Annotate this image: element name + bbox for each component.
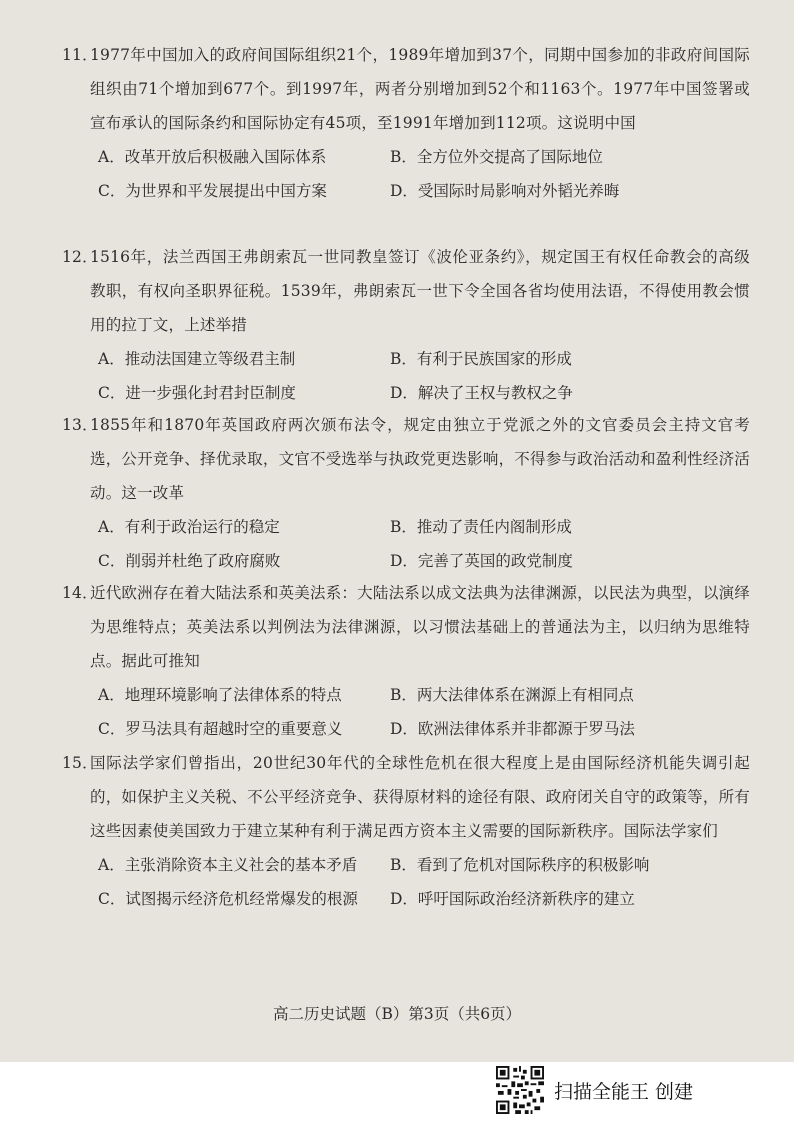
question-number: 11．: [62, 46, 98, 64]
question-13: [62, 408, 750, 578]
question-number: 13．: [62, 416, 98, 434]
option-d: D．解决了王权与教权之争: [390, 384, 573, 402]
question-number: 12．: [62, 248, 98, 266]
scanner-credit: 扫描全能王 创建: [554, 1080, 694, 1103]
question-14: [62, 576, 750, 746]
question-15: [62, 746, 750, 916]
question-text: 1516年，法兰西国王弗朗索瓦一世同教皇签订《波伦亚条约》，规定国王有权任命教会的高级教职，有权向圣职界征税。1539年，弗朗索瓦一世下令全国各省均使用法语，不得使用教会惯用的拉丁文，上述举措: [90, 248, 750, 334]
question-stem: [62, 38, 750, 140]
question-stem: [62, 746, 750, 848]
question-11: [62, 38, 750, 208]
option-b: B．两大法律体系在渊源上有相同点: [390, 686, 634, 704]
question-stem: [62, 576, 750, 678]
option-a: A．有利于政治运行的稳定: [98, 518, 280, 536]
question-12: [62, 240, 750, 410]
qr-code-icon: [496, 1066, 544, 1114]
option-a: A．地理环境影响了法律体系的特点: [98, 686, 342, 704]
page-footer: 高二历史试题（B）第3页（共6页）: [272, 1005, 522, 1023]
option-a: A．改革开放后积极融入国际体系: [98, 148, 327, 166]
scanner-watermark: [496, 1066, 693, 1114]
options: [62, 342, 750, 410]
option-a: A．主张消除资本主义社会的基本矛盾: [98, 856, 358, 874]
question-text: 1855年和1870年英国政府两次颁布法令，规定由独立于党派之外的文官委员会主持文官考选，公开竞争、择优录取，文官不受选举与执政党更迭影响，不得参与政治活动和盈利性经济活动。这一改革: [90, 416, 750, 502]
options: [62, 848, 750, 916]
option-d: D．呼吁国际政治经济新秩序的建立: [390, 890, 635, 908]
option-c: C．试图揭示经济危机经常爆发的根源: [98, 890, 358, 908]
option-c: C．罗马法具有超越时空的重要意义: [98, 720, 343, 738]
option-a: A．推动法国建立等级君主制: [98, 350, 296, 368]
question-text: 国际法学家们曾指出，20世纪30年代的全球性危机在很大程度上是由国际经济机能失调引起的，如保护主义关税、不公平经济竞争、获得原材料的途径有限、政府闭关自守的政策等，所有这些因素使美国致力于建立某种有利于满足西方资本主义需要的国际新秩序。国际法学家们: [90, 754, 750, 840]
question-number: 14．: [62, 584, 98, 602]
option-c: C．削弱并杜绝了政府腐败: [98, 552, 281, 570]
options: [62, 140, 750, 208]
option-d: D．欧洲法律体系并非都源于罗马法: [390, 720, 635, 738]
option-b: B．看到了危机对国际秩序的积极影响: [390, 856, 650, 874]
question-number: 15．: [62, 754, 98, 772]
question-stem: [62, 408, 750, 510]
option-c: C．进一步强化封君封臣制度: [98, 384, 296, 402]
options: [62, 678, 750, 746]
question-text: 近代欧洲存在着大陆法系和英美法系：大陆法系以成文法典为法律渊源，以民法为典型，以演绎为思维特点；英美法系以判例法为法律渊源，以习惯法基础上的普通法为主，以归纳为思维特点。据此可推知: [90, 584, 750, 670]
option-d: D．受国际时局影响对外韬光养晦: [390, 182, 620, 200]
option-b: B．有利于民族国家的形成: [390, 350, 572, 368]
option-d: D．完善了英国的政党制度: [390, 552, 573, 570]
option-c: C．为世界和平发展提出中国方案: [98, 182, 327, 200]
question-text: 1977年中国加入的政府间国际组织21个，1989年增加到37个，同期中国参加的非政府间国际组织由71个增加到677个。到1997年，两者分别增加到52个和1163个。1977年中国签署或宣布承认的国际条约和国际协定有45项，至1991年增加到112项。这说明中国: [90, 46, 750, 132]
option-b: B．全方位外交提高了国际地位: [390, 148, 603, 166]
option-b: B．推动了责任内阁制形成: [390, 518, 572, 536]
options: [62, 510, 750, 578]
question-stem: [62, 240, 750, 342]
